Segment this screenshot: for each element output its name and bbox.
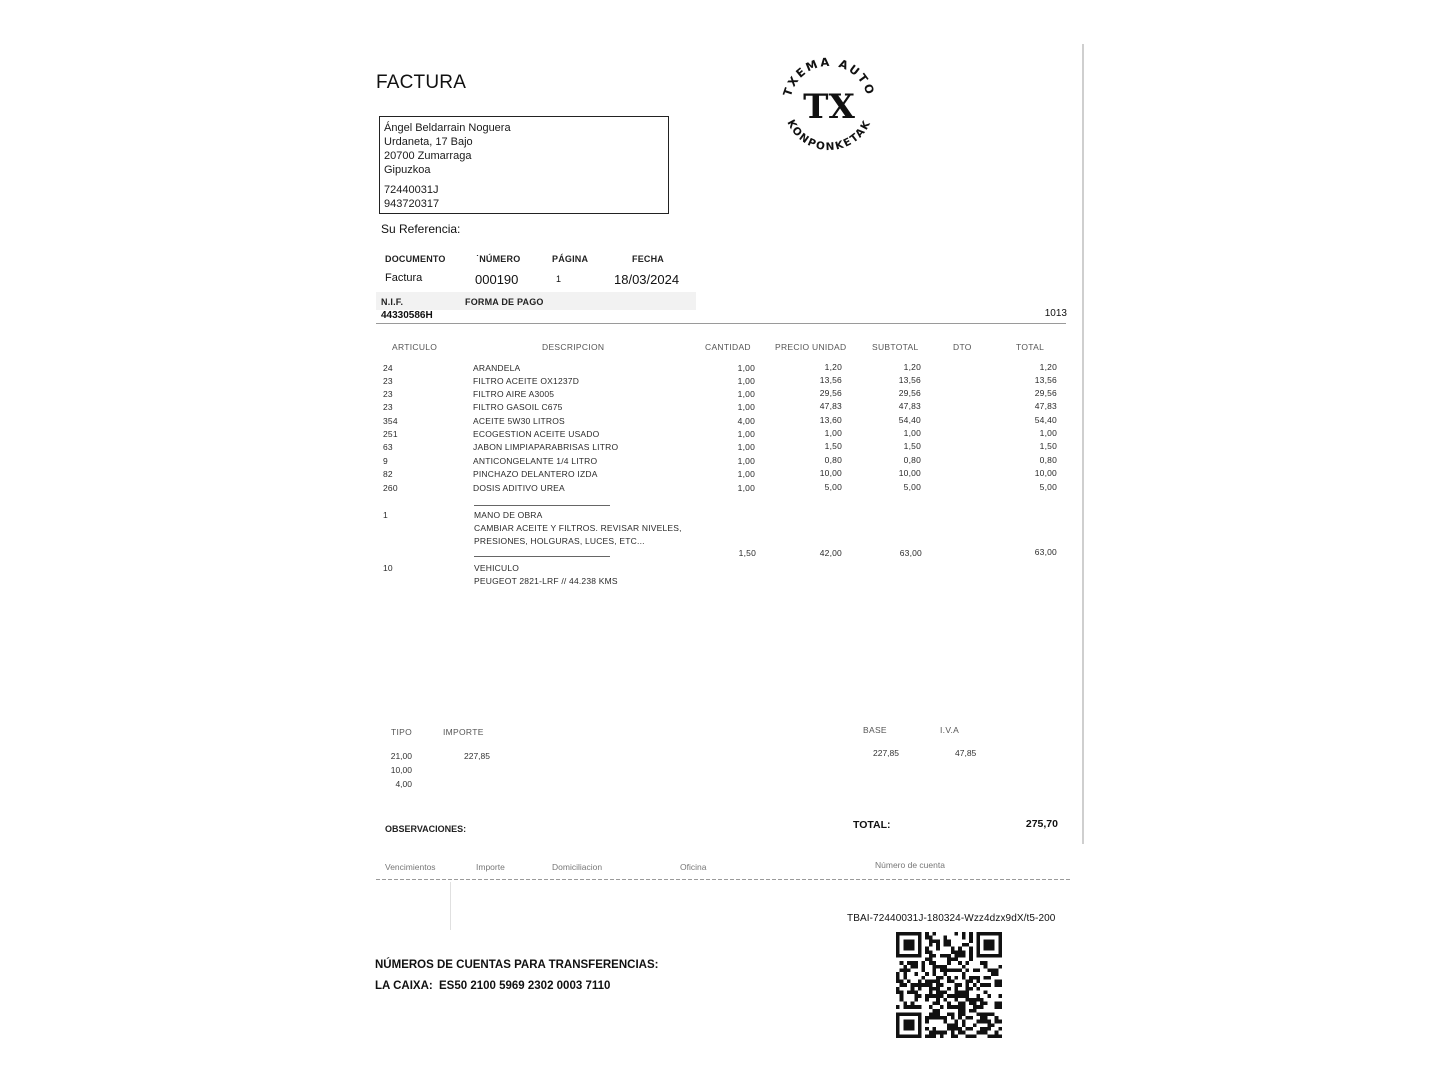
- footer-oficina: Oficina: [680, 862, 707, 872]
- fecha-label: FECHA: [632, 254, 664, 264]
- tax-iva-label: I.V.A: [940, 725, 960, 735]
- col-subtotal: SUBTOTAL: [872, 342, 919, 352]
- item-art: 23: [383, 376, 393, 386]
- item-art: 260: [383, 483, 398, 493]
- item-quantity: 1,00: [737, 389, 755, 399]
- item-description: ANTICONGELANTE 1/4 LITRO: [473, 456, 598, 466]
- tax-base-label: BASE: [863, 725, 887, 735]
- item-quantity: 1,00: [737, 469, 755, 479]
- item-subtotal: 54,40: [898, 415, 921, 425]
- total-value: 275,70: [1025, 818, 1058, 830]
- logo-bottom-text: KONPONKETAK: [784, 117, 874, 154]
- item-description: JABON LIMPIAPARABRISAS LITRO: [473, 442, 619, 452]
- tax-iva-value: 47,85: [955, 748, 977, 758]
- tbai-qr-code: [896, 932, 1002, 1038]
- item-subtotal: 13,56: [898, 375, 921, 385]
- item-quantity: 1,00: [737, 442, 755, 452]
- item-unit-price: 29,56: [819, 388, 842, 398]
- labor-line1: CAMBIAR ACEITE Y FILTROS. REVISAR NIVELES,: [474, 523, 682, 533]
- vehicle-art: 10: [383, 563, 393, 573]
- item-description: FILTRO ACEITE OX1237D: [473, 376, 580, 386]
- item-subtotal: 1,00: [903, 428, 921, 438]
- labor-line2: PRESIONES, HOLGURAS, LUCES, ETC...: [474, 536, 645, 546]
- documento-label: DOCUMENTO: [385, 254, 446, 264]
- nif-value: 44330586H: [381, 310, 433, 321]
- page-edge: [1082, 44, 1084, 844]
- tax-importe-label: IMPORTE: [443, 727, 484, 737]
- labor-art: 1: [383, 510, 388, 520]
- item-total: 0,80: [1039, 455, 1057, 465]
- tax-tipo-label: TIPO: [391, 727, 413, 737]
- accounts-title: NÚMEROS DE CUENTAS PARA TRANSFERENCIAS:: [375, 959, 659, 971]
- item-unit-price: 10,00: [819, 468, 842, 478]
- client-tax-id: 72440031J: [384, 184, 439, 196]
- item-subtotal: 10,00: [898, 468, 921, 478]
- col-total: TOTAL: [1016, 342, 1045, 352]
- item-description: FILTRO AIRE A3005: [473, 389, 555, 399]
- item-quantity: 4,00: [737, 416, 755, 426]
- labor-separator-top: [474, 505, 610, 506]
- tbai-code: TBAI-72440031J-180324-Wzz4dzx9dX/t5-200: [847, 913, 1056, 924]
- reference-code: 1013: [1044, 308, 1067, 319]
- item-subtotal: 47,83: [898, 401, 921, 411]
- nif-label: N.I.F.: [381, 297, 404, 307]
- client-province: Gipuzkoa: [384, 164, 431, 176]
- logo-monogram: TX: [803, 87, 855, 127]
- header-rule: [376, 323, 1066, 324]
- item-total: 1,00: [1039, 428, 1057, 438]
- item-description: ECOGESTION ACEITE USADO: [473, 429, 600, 439]
- observaciones-label: OBSERVACIONES:: [385, 824, 467, 834]
- item-subtotal: 29,56: [898, 388, 921, 398]
- item-subtotal: 1,20: [903, 362, 921, 372]
- client-address-box: [379, 116, 669, 214]
- item-total: 54,40: [1034, 415, 1057, 425]
- item-total: 10,00: [1034, 468, 1057, 478]
- labor-subtotal: 63,00: [899, 548, 922, 558]
- item-description: PINCHAZO DELANTERO IZDA: [473, 469, 598, 479]
- labor-separator-bottom: [474, 556, 610, 557]
- item-total: 47,83: [1034, 401, 1057, 411]
- item-art: 354: [383, 416, 398, 426]
- item-total: 29,56: [1034, 388, 1057, 398]
- fecha-value: 18/03/2024: [614, 272, 680, 287]
- client-city: 20700 Zumarraga: [384, 150, 472, 162]
- tax-rate-4: 4,00: [395, 779, 412, 789]
- su-referencia-label: Su Referencia:: [381, 222, 461, 236]
- numero-label: ˙NÚMERO: [476, 254, 521, 264]
- footer-numero-cuenta: Número de cuenta: [875, 860, 945, 870]
- bank-iban: ES50 2100 5969 2302 0003 7110: [439, 980, 611, 992]
- item-art: 9: [383, 456, 388, 466]
- client-phone: 943720317: [384, 198, 440, 210]
- col-dto: DTO: [953, 342, 972, 352]
- item-unit-price: 5,00: [824, 482, 842, 492]
- bank-label: LA CAIXA:: [375, 980, 433, 992]
- item-description: FILTRO GASOIL C675: [473, 402, 563, 412]
- footer-divider: [450, 882, 451, 930]
- item-unit-price: 47,83: [819, 401, 842, 411]
- item-total: 5,00: [1039, 482, 1057, 492]
- item-unit-price: 13,60: [819, 415, 842, 425]
- item-unit-price: 13,56: [819, 375, 842, 385]
- documento-value: Factura: [385, 272, 423, 284]
- item-art: 23: [383, 402, 393, 412]
- col-descripcion: DESCRIPCION: [542, 342, 605, 352]
- pagina-value: 1: [556, 274, 562, 284]
- item-quantity: 1,00: [737, 402, 755, 412]
- item-unit-price: 1,20: [824, 362, 842, 372]
- tax-rate-10: 10,00: [390, 765, 412, 775]
- item-quantity: 1,00: [737, 363, 755, 373]
- company-logo: [776, 52, 882, 158]
- item-art: 63: [383, 442, 393, 452]
- item-total: 1,20: [1039, 362, 1057, 372]
- client-name: Ángel Beldarrain Noguera: [384, 122, 511, 134]
- footer-domiciliacion: Domiciliacion: [552, 862, 603, 872]
- labor-price: 42,00: [819, 548, 842, 558]
- vehicle-title: VEHICULO: [474, 563, 520, 573]
- item-subtotal: 5,00: [903, 482, 921, 492]
- tax-importe-value: 227,85: [464, 751, 490, 761]
- item-total: 13,56: [1034, 375, 1057, 385]
- labor-title: MANO DE OBRA: [474, 510, 543, 520]
- labor-qty: 1,50: [738, 548, 756, 558]
- item-unit-price: 1,50: [824, 441, 842, 451]
- item-quantity: 1,00: [737, 376, 755, 386]
- vehicle-detail: PEUGEOT 2821-LRF // 44.238 KMS: [474, 576, 618, 586]
- item-subtotal: 1,50: [903, 441, 921, 451]
- item-art: 251: [383, 429, 398, 439]
- client-street: Urdaneta, 17 Bajo: [384, 136, 473, 148]
- tax-base-value: 227,85: [873, 748, 899, 758]
- item-unit-price: 1,00: [824, 428, 842, 438]
- item-description: ACEITE 5W30 LITROS: [473, 416, 565, 426]
- item-quantity: 1,00: [737, 483, 755, 493]
- footer-vencimientos: Vencimientos: [385, 862, 436, 872]
- numero-value: 000190: [475, 272, 519, 287]
- item-total: 1,50: [1039, 441, 1057, 451]
- invoice-title: FACTURA: [376, 72, 467, 93]
- item-unit-price: 0,80: [824, 455, 842, 465]
- item-quantity: 1,00: [737, 456, 755, 466]
- total-label: TOTAL:: [853, 819, 891, 831]
- item-subtotal: 0,80: [903, 455, 921, 465]
- labor-total: 63,00: [1034, 547, 1057, 557]
- tax-rate-21: 21,00: [390, 751, 412, 761]
- footer-rule: [376, 879, 1070, 880]
- item-art: 82: [383, 469, 393, 479]
- footer-importe: Importe: [476, 862, 505, 872]
- col-articulo: ARTICULO: [392, 342, 438, 352]
- pagina-label: PÁGINA: [552, 254, 589, 264]
- forma-pago-label: FORMA DE PAGO: [465, 297, 544, 307]
- item-art: 24: [383, 363, 393, 373]
- item-description: ARANDELA: [473, 363, 521, 373]
- item-quantity: 1,00: [737, 429, 755, 439]
- item-description: DOSIS ADITIVO UREA: [473, 483, 565, 493]
- col-cantidad: CANTIDAD: [705, 342, 751, 352]
- logo-top-text: TXEMA AUTO: [780, 54, 878, 99]
- col-precio: PRECIO UNIDAD: [775, 342, 847, 352]
- item-art: 23: [383, 389, 393, 399]
